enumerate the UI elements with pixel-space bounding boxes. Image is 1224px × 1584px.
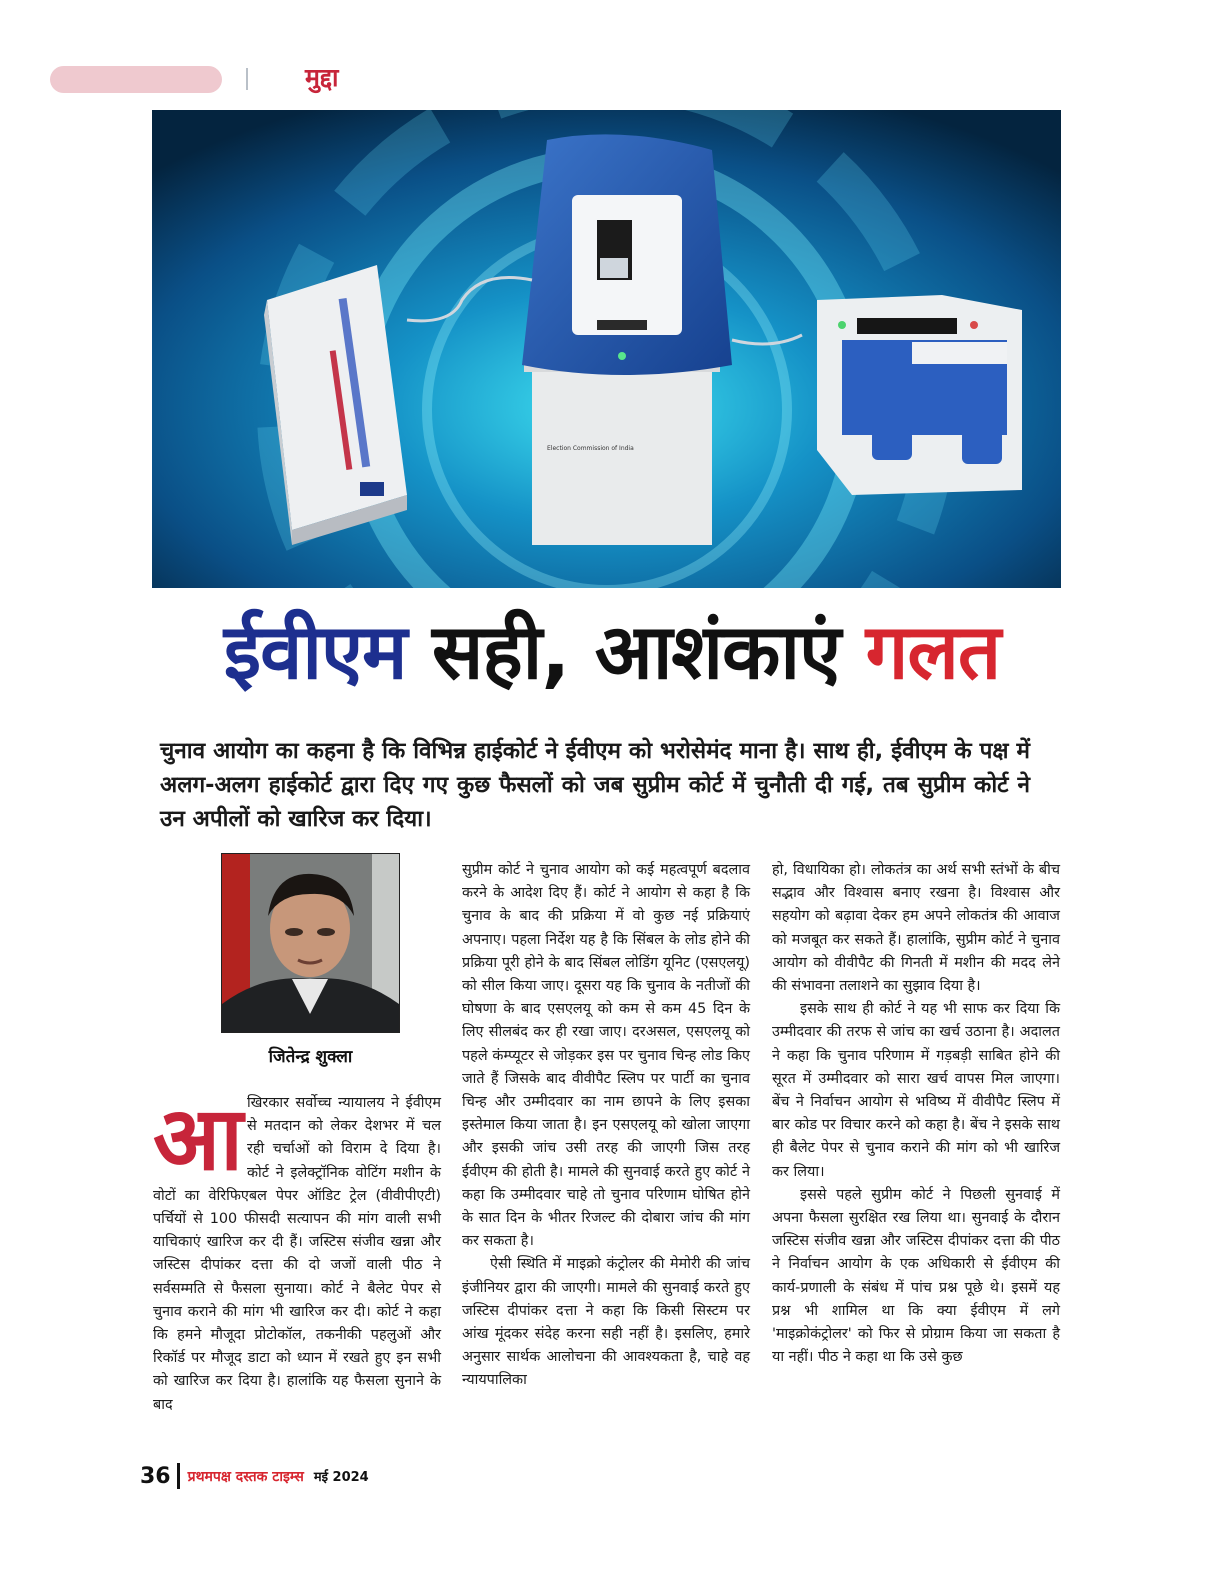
section-label: मुद्दा xyxy=(305,63,339,92)
footer-divider xyxy=(177,1463,180,1489)
drop-cap: आ xyxy=(153,1087,243,1190)
standfirst: चुनाव आयोग का कहना है कि विभिन्न हाईकोर्ट ने ईवीएम को भरोसेमंद माना है। साथ ही, ईवीएम के पक्ष में अलग-अलग हाईकोर्ट द्वारा दिए गए कुछ फैसलों को जब सुप्रीम कोर्ट में चुनौती दी गई, तब सुप्रीम कोर्ट ने उन अपीलों को खारिज कर दिया। xyxy=(160,738,1030,832)
vvpat-label: Election Commission of India xyxy=(547,445,634,452)
body-paragraph: हो, विधायिका हो। लोकतंत्र का अर्थ सभी स्तंभों के बीच सद्भाव और विश्वास बनाए रखना है। विश्वास और सहयोग को बढ़ावा देकर हम अपने लोकतंत्र की आवाज को मजबूत कर सकते हैं। हालांकि, सुप्रीम कोर्ट ने चुनाव आयोग को वीवीपैट की गिनती में मशीन की मदद लेने की संभावना तलाशने का सुझाव दिया है। xyxy=(772,862,1060,995)
body-column-2 xyxy=(462,859,750,1393)
body-paragraph: खिरकार सर्वोच्च न्यायालय ने ईवीएम से मतदान को लेकर देशभर में चल रही चर्चाओं को विराम दे दिया है। कोर्ट ने इलेक्ट्रॉनिक वोटिंग मशीन के वोटों का वेरिफिएबल पेपर ऑडिट ट्रेल (वीवीपीएटी) पर्चियों से 100 फीसदी सत्यापन की मांग वाली सभी याचिकाएं खारिज कर दी हैं। जस्टिस संजीव खन्ना और जस्टिस दीपांकर दत्ता की दो जजों वाली पीठ ने सर्वसम्मति से फैसला सुनाया। कोर्ट ने बैलेट पेपर से चुनाव कराने की मांग भी खारिज कर दी। कोर्ट ने कहा कि हमने मौजूदा प्रोटोकॉल, तकनीकी पहलुओं और रिकॉर्ड पर मौजूद डाटा को ध्यान में रखते हुए इन सभी को खारिज कर दिया है। हालांकि यह फैसला सुनाने के बाद xyxy=(153,1095,441,1413)
body-column-1 xyxy=(153,1087,441,1417)
body-paragraph: ऐसी स्थिति में माइक्रो कंट्रोलर की मेमोरी की जांच इंजीनियर द्वारा की जाएगी। मामले की सुनवाई करते हुए जस्टिस दीपांकर दत्ता ने कहा कि किसी सिस्टम पर आंख मूंदकर संदेह करना सही नहीं है। इसलिए, हमारे अनुसार सार्थक आलोचना की आवश्यकता है, चाहे वह न्यायपालिका xyxy=(462,1256,750,1389)
vvpat-unit xyxy=(522,134,732,375)
header-divider xyxy=(246,68,248,90)
headline-part-3: गलत xyxy=(865,607,1001,696)
body-paragraph: सुप्रीम कोर्ट ने चुनाव आयोग को कई महत्वपूर्ण बदलाव करने के आदेश दिए हैं। कोर्ट ने आयोग से कहा है कि चुनाव के बाद की प्रक्रिया में वो कुछ नई प्रक्रियाएं अपनाए। पहला निर्देश यह है कि सिंबल के लोड होने की प्रक्रिया पूरी होने के बाद सिंबल लोडिंग यूनिट (एसएलयू) को सील किया जाए। दूसरा यह कि चुनाव के नतीजों की घोषणा के बाद एसएलयू को कम से कम 45 दिन के लिए सीलबंद कर ही रखा जाए। दरअसल, एसएलयू को पहले कंम्प्यूटर से जोड़कर इस पर चुनाव चिन्ह लोड किए जाते हैं जिसके बाद वीवीपैट स्लिप पर पार्टी का चुनाव चिन्ह और उम्मीदवार का नाम छापने के लिए इसका इस्तेमाल किया जाता है। इन एसएलयू को खोला जाएगा और इसकी जांच उसी तरह की जाएगी जिस तरह ईवीएम की होती है। मामले की सुनवाई करते हुए कोर्ट ने कहा कि उम्मीदवार चाहे तो चुनाव परिणाम घोषित होने के सात दिन के भीतर रिजल्ट की दोबारा जांच की मांग कर सकता है। xyxy=(462,862,750,1250)
page-number: 36 xyxy=(140,1463,171,1489)
evm-hero-image xyxy=(152,110,1061,588)
page-footer xyxy=(140,1462,369,1490)
display-unit xyxy=(817,295,1022,495)
header-pill xyxy=(50,66,222,93)
author-name: जितेन्द्र शुक्ला xyxy=(268,1047,353,1067)
issue-date: मई 2024 xyxy=(313,1470,369,1485)
magazine-name: प्रथमपक्ष दस्तक टाइम्स xyxy=(187,1468,304,1485)
author-photo xyxy=(221,853,400,1033)
headline xyxy=(0,606,1224,697)
body-column-3 xyxy=(772,859,1060,1369)
body-paragraph: इसके साथ ही कोर्ट ने यह भी साफ कर दिया कि उम्मीदवार की तरफ से जांच का खर्च उठाना है। अदालत ने कहा कि चुनाव परिणाम में गड़बड़ी साबित होने की सूरत में उम्मीदवार को सारा खर्च वापस मिल जाएगा। बेंच ने निर्वाचन आयोग से भविष्य में वीवीपैट स्लिप में बार कोड पर विचार करने को कहा है। बेंच ने इसके साथ ही बैलेट पेपर से चुनाव कराने की मांग को भी खारिज कर लिया। xyxy=(772,1001,1060,1180)
headline-part-1: ईवीएम xyxy=(223,607,407,696)
control-unit xyxy=(524,360,720,545)
headline-part-2: सही, आशंकाएं xyxy=(431,607,841,696)
body-paragraph: इससे पहले सुप्रीम कोर्ट ने पिछली सुनवाई में अपना फैसला सुरक्षित रख लिया था। सुनवाई के दौरान जस्टिस संजीव खन्ना और जस्टिस दीपांकर दत्ता की पीठ ने निर्वाचन आयोग के एक अधिकारी से ईवीएम की कार्य-प्रणाली के संबंध में पांच प्रश्न पूछे थे। इसमें यह प्रश्न भी शामिल था कि क्या ईवीएम में लगे 'माइक्रोकंट्रोलर' को फिर से प्रोग्राम किया जा सकता है या नहीं। पीठ ने कहा था कि उसे कुछ xyxy=(772,1186,1060,1366)
